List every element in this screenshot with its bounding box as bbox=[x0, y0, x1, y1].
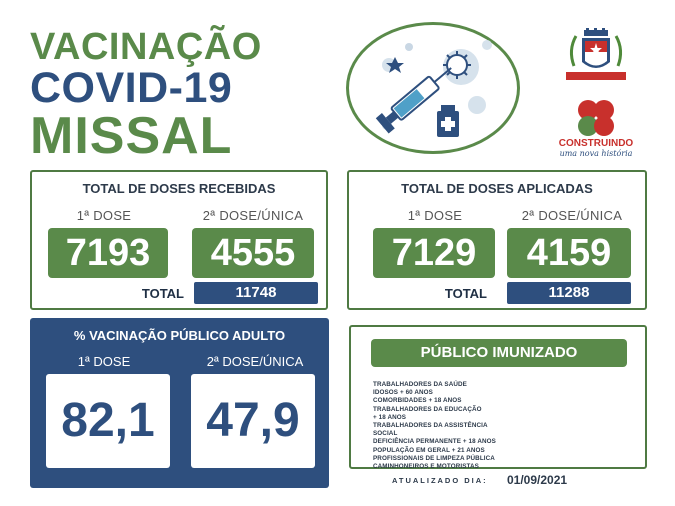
received-total-label: TOTAL bbox=[141, 286, 184, 301]
title-line-covid: COVID-19 bbox=[30, 64, 233, 112]
list-item: TRABALHADORES DA ASSISTÊNCIA bbox=[373, 422, 488, 430]
received-total-value: 11748 bbox=[194, 282, 318, 304]
public-immunized-card bbox=[349, 325, 647, 469]
applied-dose2-label: 2ª DOSE/ÚNICA bbox=[521, 208, 623, 223]
received-doses-card bbox=[30, 170, 328, 310]
applied-doses-card bbox=[347, 170, 647, 310]
list-item: DEFICIÊNCIA PERMANENTE + 18 ANOS bbox=[373, 438, 496, 446]
received-dose1-value: 7193 bbox=[48, 228, 168, 278]
updated-label: ATUALIZADO DIA: bbox=[392, 476, 488, 485]
updated-date: 01/09/2021 bbox=[507, 473, 568, 487]
public-list bbox=[373, 381, 633, 471]
applied-total-label: TOTAL bbox=[444, 286, 487, 301]
applied-dose1-label: 1ª DOSE bbox=[407, 208, 463, 223]
list-item: + 18 ANOS bbox=[373, 413, 407, 421]
list-item: TRABALHADORES DA EDUCAÇÃO bbox=[373, 405, 482, 413]
municipal-crest-icon bbox=[558, 28, 634, 86]
percent-dose2-label: 2ª DOSE/ÚNICA bbox=[206, 354, 304, 369]
percent-dose1-value: 82,1 bbox=[46, 374, 170, 468]
title-line-vacinacao: VACINAÇÃO bbox=[30, 26, 262, 68]
list-item: CAMINHONEIROS E MOTORISTAS bbox=[373, 463, 479, 471]
percent-title: % VACINAÇÃO PÚBLICO ADULTO bbox=[73, 328, 286, 343]
applied-dose1-value: 7129 bbox=[373, 228, 495, 278]
received-dose1-label: 1ª DOSE bbox=[76, 208, 132, 223]
list-item: COMORBIDADES + 18 ANOS bbox=[373, 397, 462, 405]
list-item: TRABALHADORES DA SAÚDE bbox=[373, 381, 467, 388]
brand-name: CONSTRUINDO bbox=[558, 138, 634, 149]
list-item: IDOSOS + 60 ANOS bbox=[373, 389, 433, 397]
received-dose2-value: 4555 bbox=[192, 228, 314, 278]
list-item: PROFISSIONAIS DE LIMPEZA PÚBLICA bbox=[373, 454, 495, 462]
title-line-missal: MISSAL bbox=[30, 107, 233, 165]
percent-dose2-value: 47,9 bbox=[191, 374, 315, 468]
virus-icon bbox=[443, 51, 471, 79]
brand-logo-icon bbox=[548, 98, 644, 138]
list-item: SOCIAL bbox=[373, 430, 398, 438]
medicine-bottle-icon bbox=[437, 105, 459, 137]
vaccine-illustration bbox=[346, 22, 520, 154]
adult-vaccination-percent-card bbox=[30, 318, 329, 488]
applied-total-value: 11288 bbox=[507, 282, 631, 304]
received-dose2-label: 2ª DOSE/ÚNICA bbox=[202, 208, 304, 223]
received-title: TOTAL DE DOSES RECEBIDAS bbox=[82, 181, 276, 196]
applied-title: TOTAL DE DOSES APLICADAS bbox=[401, 181, 593, 196]
vaccine-syringe-icon bbox=[349, 25, 517, 151]
applied-dose2-value: 4159 bbox=[507, 228, 631, 278]
brand-logo bbox=[548, 98, 644, 158]
brand-tagline: uma nova história bbox=[559, 149, 633, 158]
percent-dose1-label: 1ª DOSE bbox=[77, 354, 131, 369]
public-title: PÚBLICO IMUNIZADO bbox=[371, 339, 627, 367]
list-item: POPULAÇÃO EM GERAL + 21 ANOS bbox=[373, 446, 485, 454]
